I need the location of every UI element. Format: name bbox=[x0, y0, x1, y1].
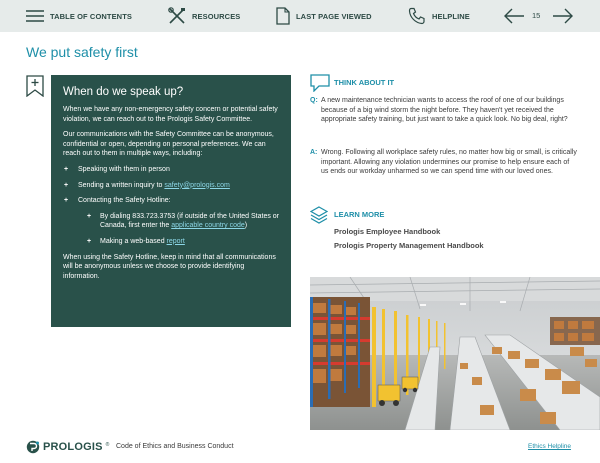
page-number: 15 bbox=[532, 11, 541, 20]
speak-up-panel bbox=[51, 75, 291, 327]
list-item: + Sending a written inquiry to safety@prologis.com bbox=[64, 181, 230, 189]
menu-icon bbox=[26, 9, 44, 23]
panel-intro: When we have any non-emergency safety concern or potential safety violation, we can reach out to the Prologis Safety Committee. bbox=[63, 106, 278, 123]
safety-email-link[interactable]: safety@prologis.com bbox=[164, 181, 230, 189]
list-item: + Making a web-based report bbox=[87, 237, 185, 245]
list-item: + By dialing 833.723.3753 (if outside of the United States or Canada, first enter the applicable country code) bbox=[87, 212, 280, 230]
arrow-left-icon[interactable] bbox=[503, 7, 525, 25]
answer-text: Wrong. Following all workplace safety rules, no matter how big or small, is critically important. Allowing any violation undermines our promise to help ensure each of us ends our workday unharmed so we can spend time with our loved ones. bbox=[321, 149, 577, 176]
panel-closing: When using the Safety Hotline, keep in mind that all communications will be anonymous unless we choose to provide identifying information. bbox=[63, 253, 276, 280]
employee-handbook-link[interactable]: Prologis Employee Handbook bbox=[334, 227, 441, 236]
plus-bullet-icon: + bbox=[64, 181, 69, 189]
layers-icon bbox=[310, 206, 328, 224]
helpline-button[interactable] bbox=[408, 0, 470, 32]
plus-bullet-icon: + bbox=[64, 165, 69, 173]
document-title: Code of Ethics and Business Conduct bbox=[116, 443, 234, 450]
plus-bullet-icon: + bbox=[64, 197, 69, 205]
list-item: + Contacting the Safety Hotline: bbox=[64, 197, 171, 205]
toc-label: TABLE OF CONTENTS bbox=[50, 11, 132, 21]
answer-tag: A: bbox=[310, 149, 318, 156]
bookmark-plus-icon[interactable] bbox=[26, 75, 44, 97]
prologis-logo-icon bbox=[26, 440, 40, 454]
table-of-contents-button[interactable] bbox=[26, 0, 132, 32]
speech-bubble-icon bbox=[310, 74, 330, 92]
page-title: We put safety first bbox=[26, 44, 138, 60]
panel-heading: When do we speak up? bbox=[63, 86, 184, 98]
question-text: A new maintenance technician wants to access the roof of one of our buildings because of a big wind storm the night before. They haven't yet received the appropriate safety training, but just want to take a quick look. No big deal, right? bbox=[321, 97, 568, 124]
helpline-label: HELPLINE bbox=[432, 11, 470, 21]
learn-more-heading: LEARN MORE bbox=[334, 210, 385, 219]
resources-label: RESOURCES bbox=[192, 11, 241, 21]
top-navigation bbox=[0, 0, 600, 32]
last-page-viewed-button[interactable] bbox=[276, 0, 372, 32]
logo-registered-mark: ® bbox=[105, 442, 110, 448]
resources-button[interactable] bbox=[168, 0, 240, 32]
answer-block bbox=[310, 148, 578, 177]
question-block bbox=[310, 96, 578, 125]
web-report-link[interactable]: report bbox=[166, 237, 185, 245]
plus-bullet-icon: + bbox=[87, 212, 92, 220]
country-code-link[interactable]: applicable country code bbox=[171, 222, 245, 230]
tools-icon bbox=[168, 7, 186, 25]
last-page-label: LAST PAGE VIEWED bbox=[296, 11, 372, 21]
plus-bullet-icon: + bbox=[87, 237, 92, 245]
logo-text: PROLOGIS bbox=[43, 441, 103, 453]
think-about-it-heading: THINK ABOUT IT bbox=[334, 78, 395, 87]
ethics-helpline-link[interactable]: Ethics Helpline bbox=[528, 443, 571, 450]
phone-icon bbox=[408, 7, 426, 25]
arrow-right-icon[interactable] bbox=[552, 7, 574, 25]
list-item: + Speaking with them in person bbox=[64, 165, 170, 173]
page-icon bbox=[276, 7, 290, 25]
warehouse-photo bbox=[310, 277, 600, 430]
panel-paragraph: Our communications with the Safety Committee can be anonymous, confidential or open, depending on personal preferences. We can reach out to them in multiple ways, including: bbox=[63, 131, 274, 158]
contact-methods-list bbox=[63, 165, 279, 247]
property-management-handbook-link[interactable]: Prologis Property Management Handbook bbox=[334, 241, 484, 250]
question-tag: Q: bbox=[310, 97, 318, 104]
prologis-logo bbox=[26, 440, 109, 454]
